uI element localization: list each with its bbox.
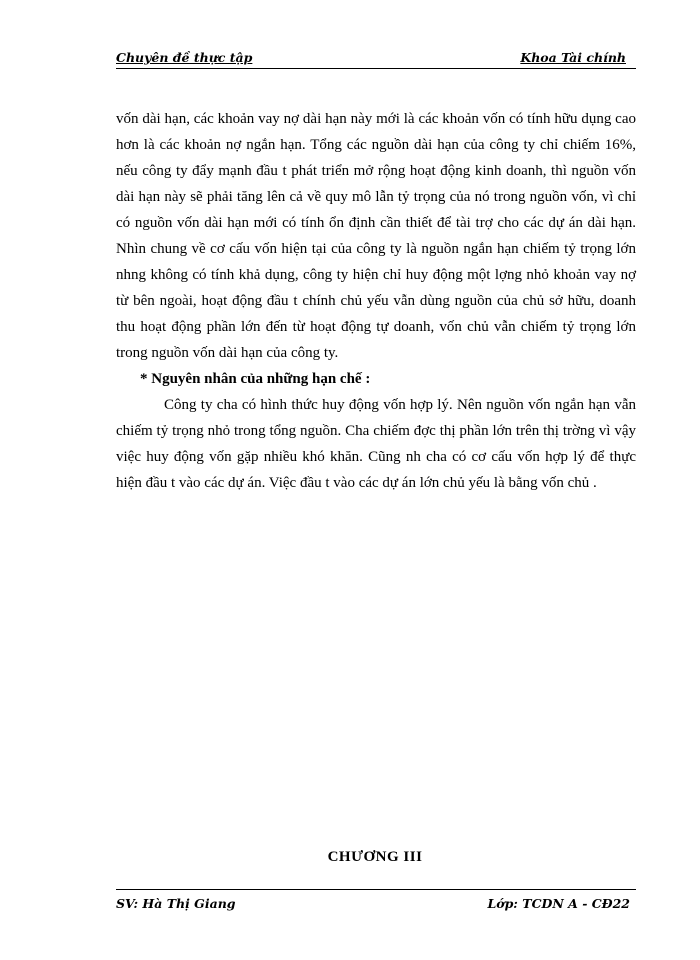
section-heading-causes: * Nguyên nhân của những hạn chế : — [140, 371, 371, 387]
page-header — [116, 48, 636, 69]
page-footer — [116, 889, 636, 914]
chapter-title: CHƯƠNG III — [327, 849, 423, 865]
body-paragraph-2: Công ty cha có hình thức huy động vốn hợp lý. Nên nguồn vốn ngắn hạn vẫn chiếm tỷ trọng nhỏ trong tổng nguồn. Cha chiếm đợc thị phần lớn trên thị trờng vì vậy việc huy động vốn gặp nhiều khó khăn. Cũng nh cha có cơ cấu vốn hợp lý để thực hiện đầu t vào các dự án. Việc đầu t vào các dự án lớn chủ yếu là bằng vốn chủ . — [116, 397, 636, 491]
document-body — [116, 106, 636, 496]
body-paragraph-1: vốn dài hạn, các khoản vay nợ dài hạn này mới là các khoản vốn có tính hữu dụng cao hơn là các khoản nợ ngắn hạn. Tổng các nguồn dài hạn của công ty chỉ chiếm 16%, nếu công ty đẩy mạnh đầu t phát triển mở rộng hoạt động kinh doanh, thì nguồn vốn dài hạn này sẽ phải tăng lên cả về quy mô lẫn tỷ trọng của nó trong nguồn vốn, vì chỉ có nguồn vốn dài hạn mới có tính ổn định cần thiết để tài trợ cho các dự án dài hạn. Nhìn chung về cơ cấu vốn hiện tại của công ty là nguồn ngắn hạn chiếm tỷ trọng lớn nhng không có tính khả dụng, công ty hiện chỉ huy động một lợng nhỏ khoản vay nợ từ bên ngoài, hoạt động đầu t chính chủ yếu vẫn dùng nguồn của chủ sở hữu, doanh thu hoạt động phần lớn đến từ hoạt động tự doanh, vốn chủ vẫn chiếm tỷ trọng lớn trong nguồn vốn dài hạn của công ty. — [116, 111, 636, 361]
header-left-title: Chuyên đề thực tập — [116, 50, 253, 65]
footer-student-name: SV: Hà Thị Giang — [116, 896, 236, 911]
footer-class-name: Lớp: TCDN A - CĐ22 — [487, 896, 630, 911]
header-right-title: Khoa Tài chính — [520, 50, 626, 65]
